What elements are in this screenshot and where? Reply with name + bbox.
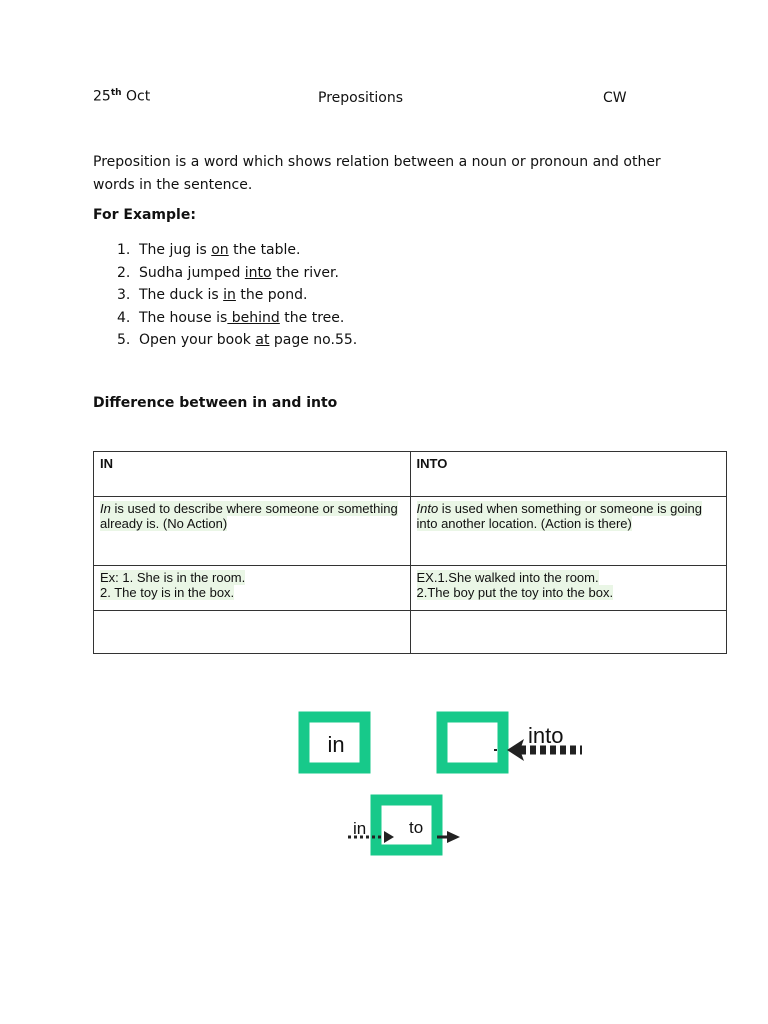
classwork-label: CW [603, 90, 627, 106]
description-text: is used when something or someone is going into another location. (Action is there) [416, 501, 702, 531]
list-number: 5. [117, 332, 131, 348]
bottom-label-to: to [409, 818, 424, 837]
example-text: Sudha jumped [139, 264, 245, 281]
preposition-word: on [211, 242, 229, 258]
example-text: the tree. [279, 309, 345, 326]
term: Into [416, 501, 439, 516]
list-number: 1. [117, 242, 131, 258]
example-text: page no.55. [269, 332, 358, 348]
list-number: 4. [117, 309, 131, 326]
list-number: 3. [117, 287, 131, 303]
example-text: The jug is [139, 242, 212, 258]
description-text: is used to describe where someone or something already is. (No Action) [100, 501, 398, 531]
table-header-in: IN [94, 452, 411, 497]
example-line: 2.The boy put the toy into the box. [416, 585, 614, 600]
example-line: Ex: 1. She is in the room. [100, 570, 246, 585]
example-text: The house is [139, 309, 228, 326]
box-into-motion [376, 800, 437, 850]
page-title: Prepositions [318, 90, 404, 106]
preposition-word: behind [227, 309, 280, 326]
arrow-right-icon [447, 831, 460, 843]
example-text: the pond. [235, 287, 308, 303]
date-day: 25 [93, 88, 111, 105]
bottom-label-in: in [353, 819, 367, 838]
term: In [100, 501, 111, 516]
box-label-in: in [327, 732, 345, 757]
example-text: Open your book [139, 332, 256, 348]
example-text: the river. [271, 264, 339, 281]
example-line: 2. The toy is in the box. [100, 585, 235, 600]
example-heading: For Example: [93, 207, 196, 223]
preposition-word: at [255, 332, 270, 348]
example-text: the table. [228, 242, 301, 258]
arrow-right-icon [384, 831, 394, 843]
example-line: EX.1.She walked into the room. [416, 570, 599, 585]
preposition-word: in [223, 287, 236, 303]
date-suffix: th [110, 88, 122, 98]
definition-paragraph: Preposition is a word which shows relation between a noun or pronoun and other words in the sentence. [93, 154, 661, 193]
box-into [442, 717, 503, 768]
example-text: The duck is [139, 287, 224, 303]
difference-heading: Difference between in and into [93, 395, 338, 411]
list-number: 2. [117, 264, 131, 281]
date-month: Oct [126, 88, 151, 105]
table-header-into: INTO [410, 452, 727, 497]
box-label-into: into [528, 723, 564, 748]
preposition-word: into [244, 264, 272, 281]
